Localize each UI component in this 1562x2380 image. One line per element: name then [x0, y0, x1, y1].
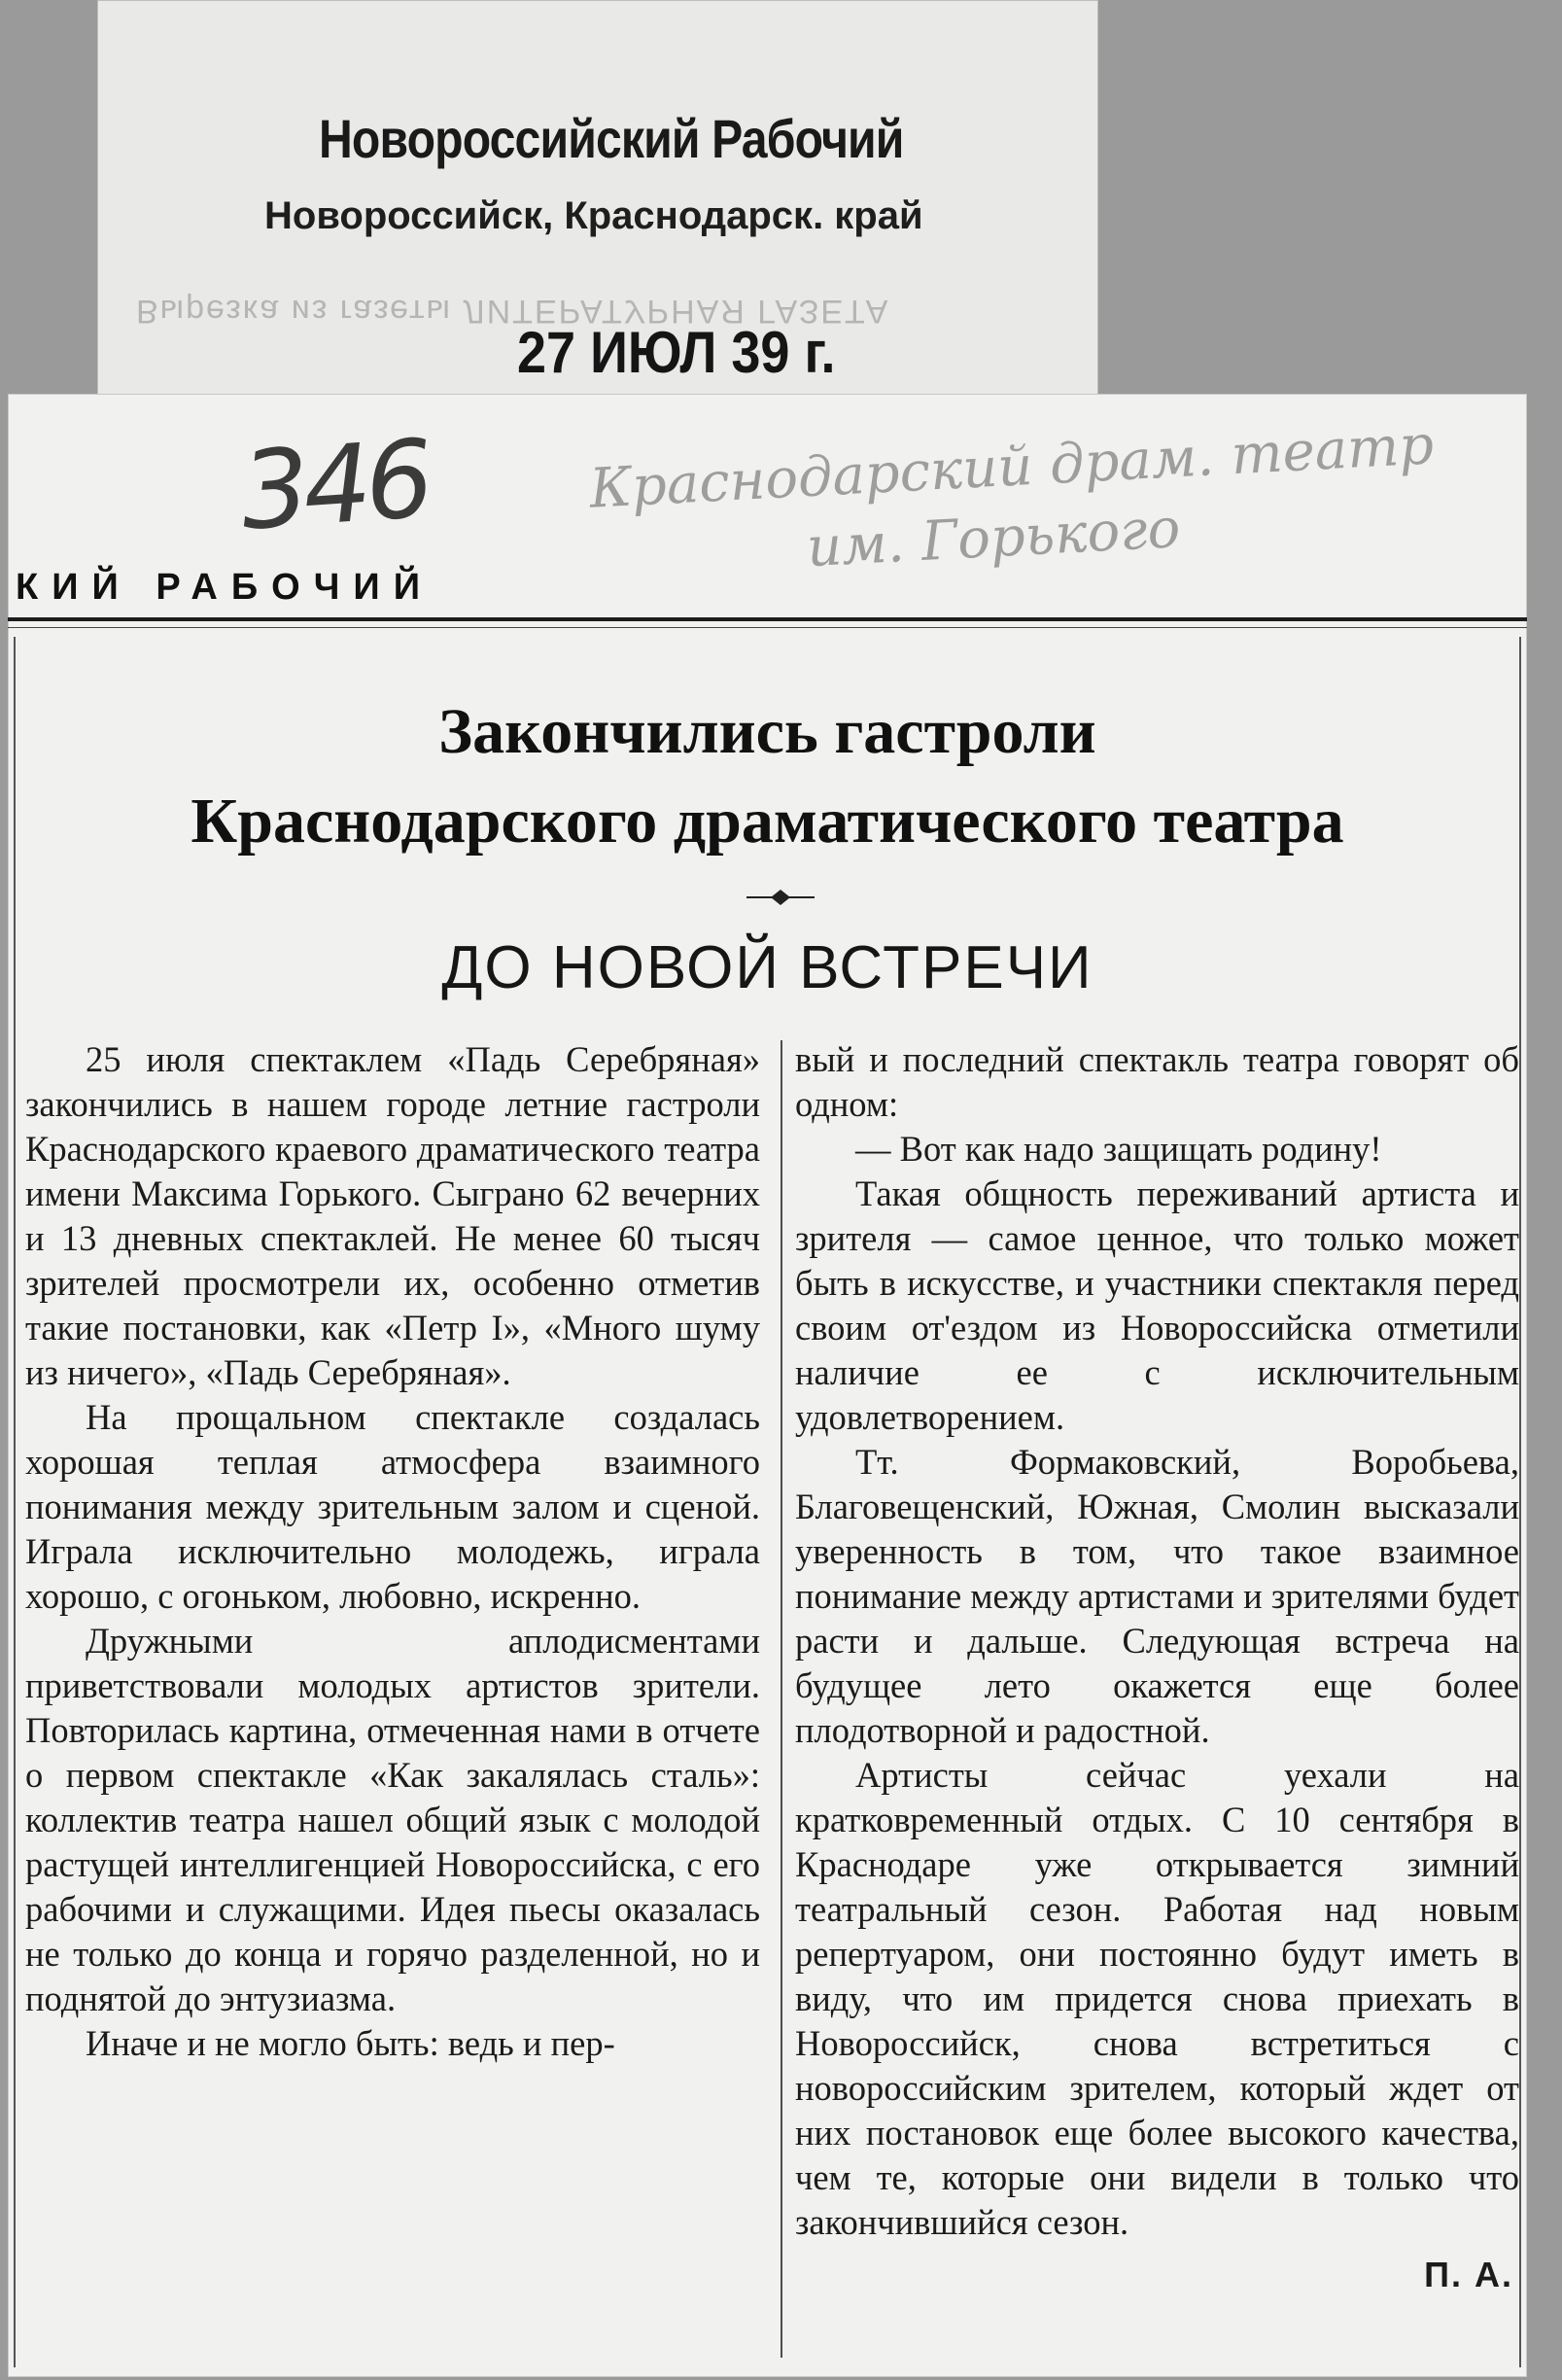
paragraph: Иначе и не могло быть: ведь и пер- — [86, 2023, 615, 2063]
ornament-icon — [746, 888, 815, 907]
article-column-left — [25, 1037, 760, 2066]
headline-line: Закончились гастроли — [438, 696, 1096, 767]
author-signature: П. А. — [1424, 2255, 1513, 2294]
article-column-right — [795, 1037, 1519, 2297]
handwritten-note-line: Краснодарский драм. театр — [587, 413, 1436, 521]
article-border-left — [14, 637, 16, 2367]
article-headline — [8, 687, 1527, 866]
stamp-place: Новороссийск, Краснодарск. край — [264, 194, 923, 237]
stamp-newspaper-name: Новороссийский Рабочий — [319, 108, 904, 169]
stamp-date: 27 ИЮЛ 39 г. — [517, 320, 836, 385]
masthead-rule — [8, 617, 1527, 621]
paragraph: Такая общность переживаний артиста и зрителя — самое ценное, что только может быть в искусстве, и участники спектакля перед своим от'ездом из Новороссийска отметили наличие ее с исключительным удовлетворением. — [795, 1173, 1519, 1437]
catalog-number: 346 — [236, 416, 433, 554]
column-divider — [781, 1040, 782, 2358]
headline-line: Краснодарского драматического театра — [191, 786, 1344, 857]
article-subheadline: ДО НОВОЙ ВСТРЕЧИ — [441, 934, 1093, 1001]
newspaper-masthead-fragment: КИЙ РАБОЧИЙ — [16, 567, 434, 608]
masthead-rule-thin — [8, 627, 1527, 628]
paragraph: Тт. Формаковский, Воробьева, Благовещенский, Южная, Смолин высказали уверенность в том, что такое взаимное понимание между артистами и зрителями будет расти и дальше. Следующая встреча на будущее лето окажется еще более плодотворной и радостной. — [795, 1442, 1519, 1750]
newspaper-stamp — [97, 0, 1098, 399]
stamp-bleed-through-text: Вырезка из газеты ЛИТЕРАТУРНАЯ ГАЗЕТА — [136, 293, 890, 330]
paragraph: 25 июля спектаклем «Падь Серебряная» закончились в нашем городе летние гастроли Краснодарского краевого драматического театра имени Максима Горького. Сыграно 62 вечерних и 13 дневных спектаклей. Не менее 60 тысяч зрителей просмотрели их, особенно отметив такие постановки, как «Петр I», «Много шуму из ничего», «Падь Серебряная». — [25, 1039, 760, 1392]
handwritten-note-line: им. Горького — [805, 497, 1182, 580]
paragraph: На прощальном спектакле создалась хорошая теплая атмосфера взаимного понимания между зрительным залом и сценой. Играла исключительно молодежь, играла хорошо, с огоньком, любовно, искренно. — [25, 1397, 760, 1616]
handwritten-note — [588, 410, 1440, 594]
article-border-right — [1519, 637, 1521, 2367]
article-clipping — [8, 394, 1527, 2377]
paragraph: — Вот как надо защищать родину! — [855, 1129, 1382, 1169]
paragraph: Артисты сейчас уехали на кратковременный отдых. С 10 сентября в Краснодаре уже открывается зимний театральный сезон. Работая над новым репертуаром, они постоянно будут иметь в виду, что им придется снова приехать в Новороссийск, снова встретиться с новороссийским зрителем, который ждет от них постановок еще более высокого качества, чем те, которые они видели в только что закончившийся сезон. — [795, 1755, 1519, 2242]
paragraph: вый и последний спектакль театра говорят об одном: — [795, 1039, 1519, 1124]
paragraph: Дружными аплодисментами приветствовали молодых артистов зрители. Повторилась картина, отмеченная нами в отчете о первом спектакле «Как закалялась сталь»: коллектив театра нашел общий язык с молодой растущей интеллигенцией Новороссийска, с его рабочими и служащими. Идея пьесы оказалась не только до конца и горячо разделенной, но и поднятой до энтузиазма. — [25, 1621, 760, 2018]
